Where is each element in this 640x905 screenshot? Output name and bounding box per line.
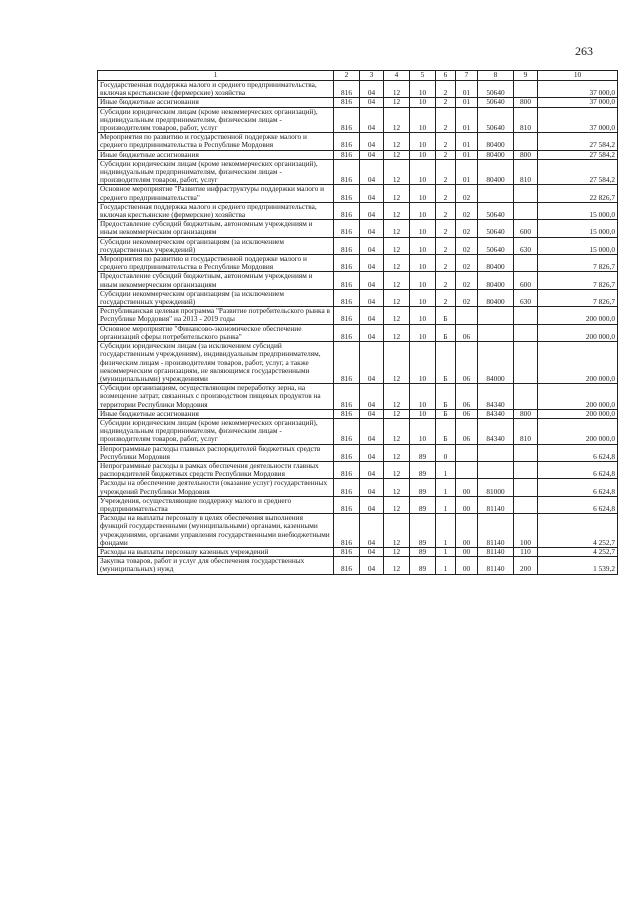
event-code: 06 — [456, 342, 478, 384]
amount: 15 000,0 — [538, 220, 618, 237]
direction-code: 80400 — [478, 159, 514, 185]
chapter-code: 816 — [334, 185, 360, 202]
direction-code: 84340 — [478, 384, 514, 410]
direction-code — [478, 307, 514, 324]
direction-code — [478, 324, 514, 341]
table-row — [98, 461, 618, 478]
subsection-code: 12 — [384, 81, 410, 98]
program-code: 10 — [410, 107, 436, 133]
subprogram-code: 2 — [436, 107, 456, 133]
event-code: 06 — [456, 418, 478, 444]
section-code: 04 — [360, 384, 384, 410]
subsection-code: 12 — [384, 159, 410, 185]
row-name: Субсидии некоммерческим организациям (за исключением государственных учреждений) — [98, 237, 334, 254]
table-row — [98, 496, 618, 513]
section-code: 04 — [360, 255, 384, 272]
subsection-code: 12 — [384, 479, 410, 496]
amount: 7 826,7 — [538, 289, 618, 306]
chapter-code: 816 — [334, 496, 360, 513]
table-row — [98, 418, 618, 444]
row-name: Иные бюджетные ассигнования — [98, 150, 334, 159]
subsection-code: 12 — [384, 307, 410, 324]
section-code: 04 — [360, 409, 384, 418]
section-code: 04 — [360, 185, 384, 202]
subprogram-code: 1 — [436, 547, 456, 556]
row-name: Непрограммные расходы главных распорядителей бюджетных средств Республики Мордовия — [98, 444, 334, 461]
direction-code — [478, 461, 514, 478]
direction-code: 50640 — [478, 202, 514, 219]
header-cell: 2 — [334, 71, 360, 81]
direction-code: 80400 — [478, 255, 514, 272]
direction-code: 50640 — [478, 237, 514, 254]
subprogram-code: 2 — [436, 185, 456, 202]
table-row — [98, 547, 618, 556]
row-name: Учреждения, осуществляющие поддержку малого и среднего предпринимательства — [98, 496, 334, 513]
direction-code — [478, 444, 514, 461]
event-code: 01 — [456, 159, 478, 185]
program-code: 10 — [410, 220, 436, 237]
amount: 200 000,0 — [538, 418, 618, 444]
subsection-code: 12 — [384, 98, 410, 107]
subsection-code: 12 — [384, 409, 410, 418]
subprogram-code: 2 — [436, 98, 456, 107]
chapter-code: 816 — [334, 237, 360, 254]
row-name: Расходы на обеспечение деятельности (оказание услуг) государственных учреждений Республики Мордовия — [98, 479, 334, 496]
expense-type-code: 810 — [514, 107, 538, 133]
program-code: 10 — [410, 81, 436, 98]
row-name: Субсидии юридическим лицам (кроме некоммерческих организаций), индивидуальным предпринимателям, физическим лицам - производителям товаров, работ, услуг — [98, 418, 334, 444]
chapter-code: 816 — [334, 444, 360, 461]
section-code: 04 — [360, 237, 384, 254]
expense-type-code — [514, 202, 538, 219]
subsection-code: 12 — [384, 150, 410, 159]
row-name: Иные бюджетные ассигнования — [98, 409, 334, 418]
section-code: 04 — [360, 324, 384, 341]
event-code: 02 — [456, 289, 478, 306]
table-row — [98, 220, 618, 237]
program-code: 10 — [410, 324, 436, 341]
program-code: 89 — [410, 557, 436, 574]
subsection-code: 12 — [384, 237, 410, 254]
subprogram-code: Б — [436, 307, 456, 324]
amount: 200 000,0 — [538, 342, 618, 384]
program-code: 10 — [410, 255, 436, 272]
section-code: 04 — [360, 479, 384, 496]
header-cell: 10 — [538, 71, 618, 81]
row-name: Субсидии некоммерческим организациям (за исключением государственных учреждений) — [98, 289, 334, 306]
amount: 6 624,8 — [538, 479, 618, 496]
row-name: Государственная поддержка малого и среднего предпринимательства, включая крестьянские (фермерские) хозяйства — [98, 202, 334, 219]
direction-code: 80400 — [478, 289, 514, 306]
header-cell: 6 — [436, 71, 456, 81]
row-name: Основное мероприятие "Финансово-экономическое обеспечение организаций сферы потребительского рынка" — [98, 324, 334, 341]
subprogram-code: Б — [436, 324, 456, 341]
direction-code: 81140 — [478, 496, 514, 513]
event-code: 06 — [456, 384, 478, 410]
section-code: 04 — [360, 547, 384, 556]
subsection-code: 12 — [384, 547, 410, 556]
table-row — [98, 98, 618, 107]
subsection-code: 12 — [384, 255, 410, 272]
row-name: Мероприятия по развитию и государственной поддержке малого и среднего предпринимательства в Республике Мордовия — [98, 133, 334, 150]
subprogram-code: 2 — [436, 272, 456, 289]
program-code: 10 — [410, 237, 436, 254]
event-code: 02 — [456, 237, 478, 254]
table-row — [98, 159, 618, 185]
chapter-code: 816 — [334, 220, 360, 237]
amount: 4 252,7 — [538, 547, 618, 556]
table-row — [98, 289, 618, 306]
expense-type-code — [514, 185, 538, 202]
row-name: Республиканская целевая программа "Развитие потребительского рынка в Республике Мордовия" на 2013 - 2019 годы — [98, 307, 334, 324]
direction-code: 84340 — [478, 418, 514, 444]
table-row — [98, 557, 618, 574]
amount: 27 584,2 — [538, 159, 618, 185]
program-code: 10 — [410, 133, 436, 150]
subsection-code: 12 — [384, 384, 410, 410]
table-row — [98, 342, 618, 384]
subprogram-code: 2 — [436, 150, 456, 159]
direction-code: 50640 — [478, 220, 514, 237]
chapter-code: 816 — [334, 384, 360, 410]
expense-type-code — [514, 81, 538, 98]
table-row — [98, 107, 618, 133]
amount: 6 624,8 — [538, 444, 618, 461]
chapter-code: 816 — [334, 202, 360, 219]
subprogram-code: 1 — [436, 496, 456, 513]
event-code: 02 — [456, 255, 478, 272]
table-row — [98, 133, 618, 150]
page-number: 263 — [575, 44, 593, 58]
subprogram-code: 2 — [436, 159, 456, 185]
event-code: 01 — [456, 150, 478, 159]
subprogram-code: Б — [436, 342, 456, 384]
row-name: Основное мероприятие "Развитие инфраструктуры поддержки малого и среднего предпринимательства" — [98, 185, 334, 202]
event-code: 00 — [456, 496, 478, 513]
subprogram-code: 2 — [436, 220, 456, 237]
event-code: 06 — [456, 409, 478, 418]
amount: 15 000,0 — [538, 237, 618, 254]
section-code: 04 — [360, 81, 384, 98]
program-code: 10 — [410, 307, 436, 324]
table-row — [98, 81, 618, 98]
program-code: 89 — [410, 479, 436, 496]
chapter-code: 816 — [334, 272, 360, 289]
subsection-code: 12 — [384, 289, 410, 306]
section-code: 04 — [360, 202, 384, 219]
program-code: 10 — [410, 342, 436, 384]
table-row — [98, 514, 618, 548]
row-name: Государственная поддержка малого и среднего предпринимательства, включая крестьянские (фермерские) хозяйства — [98, 81, 334, 98]
section-code: 04 — [360, 98, 384, 107]
section-code: 04 — [360, 461, 384, 478]
header-cell: 9 — [514, 71, 538, 81]
table-row — [98, 444, 618, 461]
event-code: 01 — [456, 107, 478, 133]
direction-code: 50640 — [478, 98, 514, 107]
chapter-code: 816 — [334, 107, 360, 133]
direction-code: 80400 — [478, 133, 514, 150]
program-code: 89 — [410, 547, 436, 556]
direction-code: 84000 — [478, 342, 514, 384]
subsection-code: 12 — [384, 557, 410, 574]
chapter-code: 816 — [334, 289, 360, 306]
row-name: Субсидии юридическим лицам (кроме некоммерческих организаций), индивидуальным предпринимателям, физическим лицам - производителям товаров, работ, услуг — [98, 107, 334, 133]
subprogram-code: 1 — [436, 514, 456, 548]
row-name: Расходы на выплаты персоналу казенных учреждений — [98, 547, 334, 556]
header-cell: 1 — [98, 71, 334, 81]
amount: 7 826,7 — [538, 272, 618, 289]
expense-type-code — [514, 307, 538, 324]
amount: 22 826,7 — [538, 185, 618, 202]
chapter-code: 816 — [334, 307, 360, 324]
expense-type-code: 800 — [514, 150, 538, 159]
section-code: 04 — [360, 496, 384, 513]
expense-type-code — [514, 496, 538, 513]
table-row — [98, 479, 618, 496]
subsection-code: 12 — [384, 107, 410, 133]
expense-type-code: 810 — [514, 159, 538, 185]
chapter-code: 816 — [334, 557, 360, 574]
amount: 200 000,0 — [538, 409, 618, 418]
expense-type-code: 100 — [514, 514, 538, 548]
subsection-code: 12 — [384, 342, 410, 384]
chapter-code: 816 — [334, 342, 360, 384]
event-code: 00 — [456, 547, 478, 556]
chapter-code: 816 — [334, 133, 360, 150]
header-cell: 3 — [360, 71, 384, 81]
program-code: 89 — [410, 444, 436, 461]
chapter-code: 816 — [334, 150, 360, 159]
program-code: 10 — [410, 418, 436, 444]
direction-code: 50640 — [478, 81, 514, 98]
subprogram-code: 2 — [436, 289, 456, 306]
program-code: 89 — [410, 461, 436, 478]
chapter-code: 816 — [334, 81, 360, 98]
section-code: 04 — [360, 557, 384, 574]
table-row — [98, 324, 618, 341]
expense-type-code: 810 — [514, 418, 538, 444]
subprogram-code: 2 — [436, 133, 456, 150]
expense-type-code: 110 — [514, 547, 538, 556]
direction-code: 81140 — [478, 514, 514, 548]
subprogram-code: Б — [436, 409, 456, 418]
table-row — [98, 150, 618, 159]
event-code: 02 — [456, 185, 478, 202]
subsection-code: 12 — [384, 514, 410, 548]
direction-code: 81140 — [478, 547, 514, 556]
table-row — [98, 384, 618, 410]
amount: 4 252,7 — [538, 514, 618, 548]
event-code: 01 — [456, 98, 478, 107]
section-code: 04 — [360, 133, 384, 150]
table-row — [98, 307, 618, 324]
subprogram-code: 2 — [436, 255, 456, 272]
event-code: 00 — [456, 479, 478, 496]
amount: 15 000,0 — [538, 202, 618, 219]
expense-type-code: 630 — [514, 289, 538, 306]
row-name: Субсидии юридическим лицам (кроме некоммерческих организаций), индивидуальным предпринимателям, физическим лицам - производителям товаров, работ, услуг — [98, 159, 334, 185]
direction-code: 81140 — [478, 557, 514, 574]
section-code: 04 — [360, 150, 384, 159]
event-code: 06 — [456, 324, 478, 341]
event-code — [456, 307, 478, 324]
section-code: 04 — [360, 289, 384, 306]
amount: 200 000,0 — [538, 324, 618, 341]
row-name: Непрограммные расходы в рамках обеспечения деятельности главных распорядителей бюджетных средств Республики Мордовия — [98, 461, 334, 478]
direction-code: 84340 — [478, 409, 514, 418]
event-code: 02 — [456, 202, 478, 219]
subprogram-code: Б — [436, 384, 456, 410]
subprogram-code: Б — [436, 418, 456, 444]
event-code: 02 — [456, 220, 478, 237]
amount: 37 000,0 — [538, 98, 618, 107]
section-code: 04 — [360, 272, 384, 289]
subsection-code: 12 — [384, 185, 410, 202]
header-cell: 8 — [478, 71, 514, 81]
subsection-code: 12 — [384, 324, 410, 341]
program-code: 10 — [410, 185, 436, 202]
header-cell: 4 — [384, 71, 410, 81]
section-code: 04 — [360, 418, 384, 444]
expense-type-code: 630 — [514, 237, 538, 254]
program-code: 89 — [410, 514, 436, 548]
chapter-code: 816 — [334, 514, 360, 548]
chapter-code: 816 — [334, 409, 360, 418]
row-name: Субсидии юридическим лицам (за исключением субсидий государственным учреждениям), индивидуальным предпринимателям, физическим лицам - производителям товаров, работ, услуг, а также некоммерческим организациям, не являющимся государственными (муниципальными) учреждениями — [98, 342, 334, 384]
subprogram-code: 2 — [436, 202, 456, 219]
event-code: 02 — [456, 272, 478, 289]
program-code: 10 — [410, 384, 436, 410]
program-code: 89 — [410, 496, 436, 513]
subprogram-code: 2 — [436, 81, 456, 98]
row-name: Иные бюджетные ассигнования — [98, 98, 334, 107]
subsection-code: 12 — [384, 496, 410, 513]
program-code: 10 — [410, 289, 436, 306]
event-code: 01 — [456, 81, 478, 98]
expense-type-code: 800 — [514, 409, 538, 418]
chapter-code: 816 — [334, 324, 360, 341]
expense-type-code: 600 — [514, 272, 538, 289]
amount: 1 539,2 — [538, 557, 618, 574]
row-name: Субсидии организациям, осуществляющим переработку зерна, на возмещение затрат, связанных с производством пищевых продуктов на территории Республики Мордовия — [98, 384, 334, 410]
program-code: 10 — [410, 150, 436, 159]
table-row — [98, 409, 618, 418]
direction-code: 81000 — [478, 479, 514, 496]
header-cell: 7 — [456, 71, 478, 81]
amount: 27 584,2 — [538, 150, 618, 159]
subprogram-code: 2 — [436, 237, 456, 254]
amount: 37 000,0 — [538, 107, 618, 133]
expense-type-code — [514, 324, 538, 341]
section-code: 04 — [360, 342, 384, 384]
expense-type-code — [514, 444, 538, 461]
table-row — [98, 255, 618, 272]
chapter-code: 816 — [334, 418, 360, 444]
row-name: Предоставление субсидий бюджетным, автономным учреждениям и иным некоммерческим организациям — [98, 220, 334, 237]
expense-type-code — [514, 384, 538, 410]
table-row — [98, 272, 618, 289]
subsection-code: 12 — [384, 444, 410, 461]
amount: 200 000,0 — [538, 384, 618, 410]
amount: 6 624,8 — [538, 496, 618, 513]
section-code: 04 — [360, 307, 384, 324]
event-code: 00 — [456, 514, 478, 548]
table-row — [98, 202, 618, 219]
chapter-code: 816 — [334, 159, 360, 185]
section-code: 04 — [360, 220, 384, 237]
subprogram-code: 1 — [436, 479, 456, 496]
expense-type-code: 200 — [514, 557, 538, 574]
subprogram-code: 1 — [436, 557, 456, 574]
subsection-code: 12 — [384, 133, 410, 150]
budget-table — [97, 70, 618, 575]
subsection-code: 12 — [384, 202, 410, 219]
header-cell: 5 — [410, 71, 436, 81]
subprogram-code: 1 — [436, 461, 456, 478]
direction-code: 80400 — [478, 272, 514, 289]
table-row — [98, 185, 618, 202]
section-code: 04 — [360, 514, 384, 548]
table-row — [98, 237, 618, 254]
program-code: 10 — [410, 159, 436, 185]
subprogram-code: 0 — [436, 444, 456, 461]
chapter-code: 816 — [334, 461, 360, 478]
event-code — [456, 444, 478, 461]
section-code: 04 — [360, 159, 384, 185]
subsection-code: 12 — [384, 461, 410, 478]
expense-type-code — [514, 479, 538, 496]
row-name: Мероприятия по развитию и государственной поддержке малого и среднего предпринимательства в Республике Мордовия — [98, 255, 334, 272]
expense-type-code — [514, 461, 538, 478]
program-code: 10 — [410, 98, 436, 107]
expense-type-code — [514, 255, 538, 272]
header-row — [98, 71, 618, 81]
direction-code: 80400 — [478, 150, 514, 159]
expense-type-code: 600 — [514, 220, 538, 237]
section-code: 04 — [360, 107, 384, 133]
chapter-code: 816 — [334, 547, 360, 556]
subsection-code: 12 — [384, 418, 410, 444]
chapter-code: 816 — [334, 479, 360, 496]
amount: 27 584,2 — [538, 133, 618, 150]
subsection-code: 12 — [384, 220, 410, 237]
event-code — [456, 461, 478, 478]
chapter-code: 816 — [334, 98, 360, 107]
amount: 200 000,0 — [538, 307, 618, 324]
expense-type-code — [514, 133, 538, 150]
row-name: Закупка товаров, работ и услуг для обеспечения государственных (муниципальных) нужд — [98, 557, 334, 574]
program-code: 10 — [410, 202, 436, 219]
amount: 6 624,8 — [538, 461, 618, 478]
section-code: 04 — [360, 444, 384, 461]
program-code: 10 — [410, 272, 436, 289]
amount: 37 000,0 — [538, 81, 618, 98]
expense-type-code: 800 — [514, 98, 538, 107]
row-name: Расходы на выплаты персоналу в целях обеспечения выполнения функций государственными (муниципальными) органами, казенными учреждениями, органами управления государственными внебюджетными фондами — [98, 514, 334, 548]
subsection-code: 12 — [384, 272, 410, 289]
expense-type-code — [514, 342, 538, 384]
row-name: Предоставление субсидий бюджетным, автономным учреждениям и иным некоммерческим организациям — [98, 272, 334, 289]
direction-code: 50640 — [478, 107, 514, 133]
event-code: 00 — [456, 557, 478, 574]
chapter-code: 816 — [334, 255, 360, 272]
direction-code — [478, 185, 514, 202]
event-code: 01 — [456, 133, 478, 150]
program-code: 10 — [410, 409, 436, 418]
amount: 7 826,7 — [538, 255, 618, 272]
